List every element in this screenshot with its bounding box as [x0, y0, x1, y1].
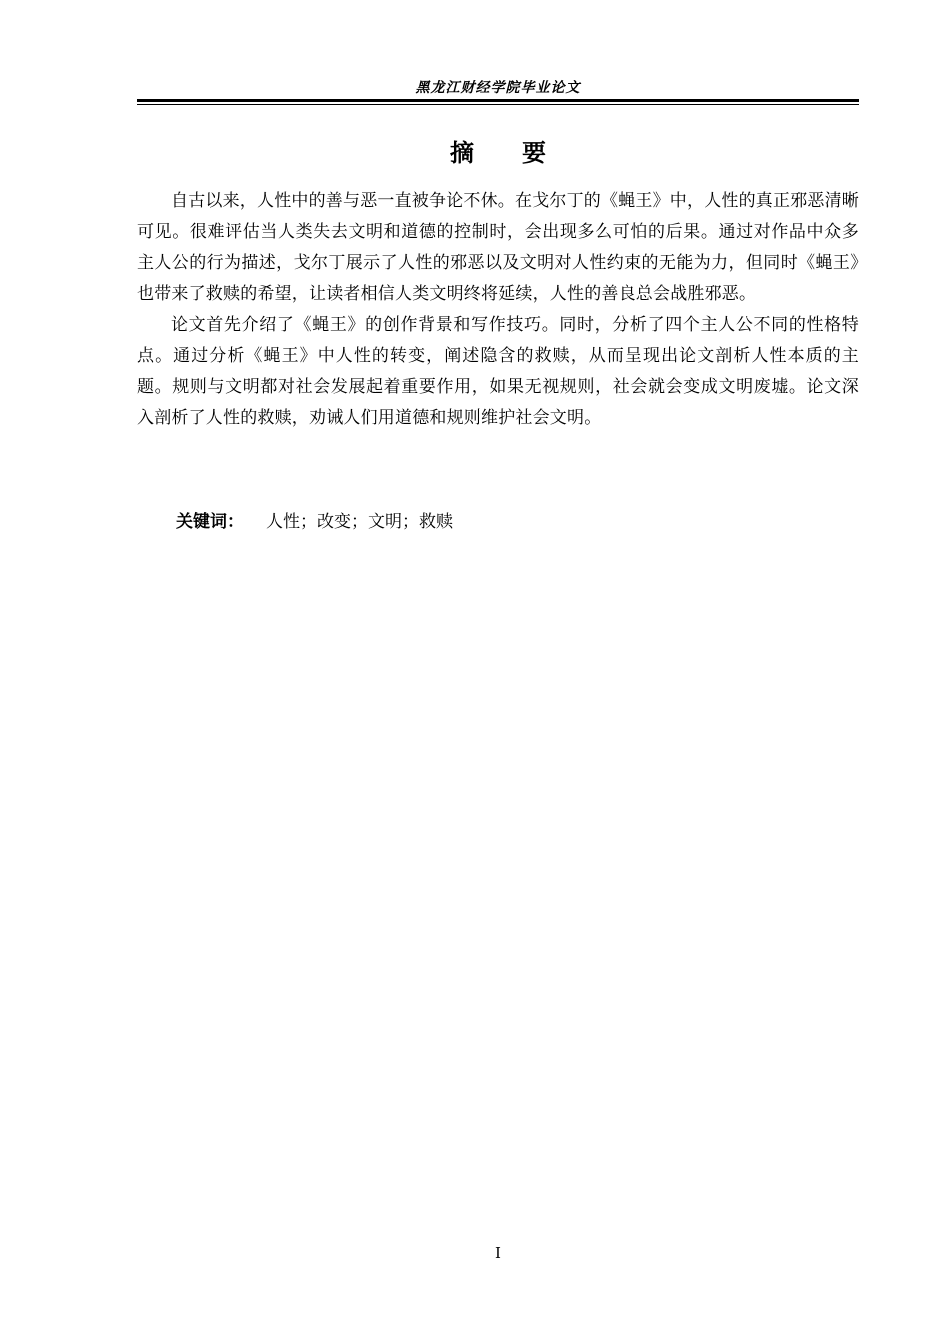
header-rule-thin [137, 104, 859, 105]
abstract-paragraph-2: 论文首先介绍了《蝇王》的创作背景和写作技巧。同时，分析了四个主人公不同的性格特点。通过分析《蝇王》中人性的转变，阐述隐含的救赎，从而呈现出论文剖析人性本质的主题。规则与文明都对社会发展起着重要作用，如果无视规则，社会就会变成文明废墟。论文深入剖析了人性的救赎，劝诫人们用道德和规则维护社会文明。 [137, 315, 859, 428]
page-title-char-1: 摘 [450, 138, 474, 167]
keywords-label: 关键词： [176, 512, 244, 532]
page-title-char-2: 要 [522, 138, 546, 167]
header-rule-thick [137, 99, 859, 102]
running-header: 黑龙江财经学院毕业论文 [415, 80, 581, 96]
page-title [137, 136, 859, 170]
keywords [176, 508, 859, 536]
keywords-value: 人性；改变；文明；救赎 [266, 512, 453, 532]
abstract-paragraph-1: 自古以来，人性中的善与恶一直被争论不休。在戈尔丁的《蝇王》中，人性的真正邪恶清晰可见。很难评估当人类失去文明和道德的控制时，会出现多么可怕的后果。通过对作品中众多主人公的行为描述，戈尔丁展示了人性的邪恶以及文明对人性约束的无能为力，但同时《蝇王》也带来了救赎的希望，让读者相信人类文明终将延续，人性的善良总会战胜邪恶。 [137, 191, 859, 304]
page-number: I [495, 1244, 501, 1262]
abstract-body [137, 186, 859, 434]
